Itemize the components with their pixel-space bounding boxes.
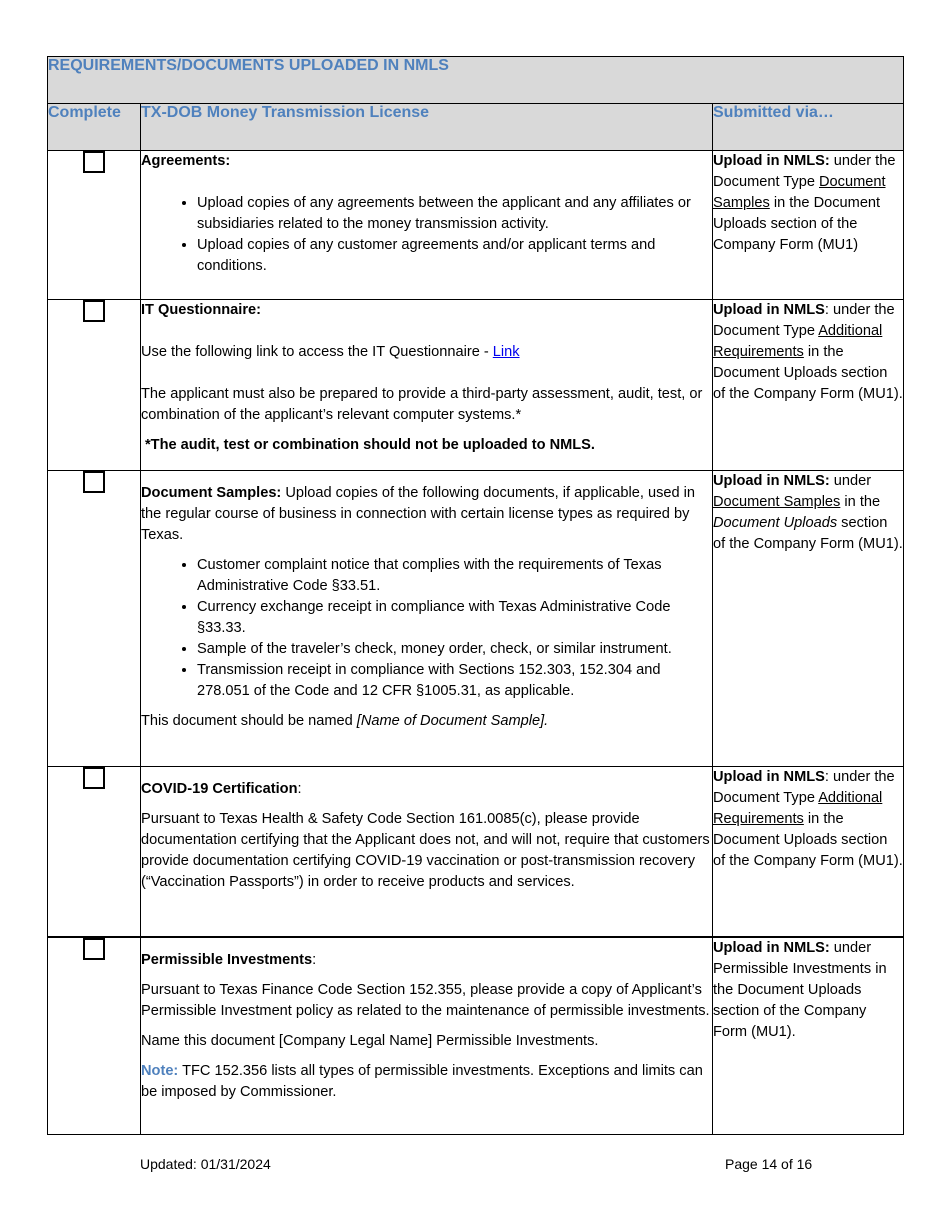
table-row-covid-certification [48, 767, 904, 937]
requirement-naming: Name this document [Company Legal Name] Permissible Investments. [141, 1032, 599, 1049]
requirement-heading: Permissible Investments: [141, 951, 317, 968]
header-row [48, 104, 904, 151]
requirement-list [141, 193, 712, 277]
table-row-permissible-investments [48, 937, 904, 1135]
requirement-title: Document Samples: [141, 485, 282, 501]
link-paragraph: Use the following link to access the IT Questionnaire - Link [141, 344, 520, 360]
table-row-agreements [48, 151, 904, 300]
requirements-table [47, 56, 904, 1135]
requirement-heading: COVID-19 Certification: [141, 781, 302, 797]
requirement-body: Pursuant to Texas Health & Safety Code Section 161.0085(c), please provide documentation certifying that the Applicant does not, and will not, require that customers provide documentation certifying COVID-19 vaccination or post-transmission recovery (“Vaccination Passports”) in order to receive products and services. [141, 811, 710, 890]
complete-cell [48, 471, 141, 767]
complete-checkbox[interactable] [83, 767, 105, 789]
document-type-name: Additional Requirements [713, 790, 883, 827]
note-label: Note: [141, 1062, 179, 1079]
header-license: TX-DOB Money Transmission License [141, 104, 713, 151]
requirement-title: Agreements: [141, 153, 231, 169]
banner-row [48, 57, 904, 104]
table-row-document-samples [48, 471, 904, 767]
requirement-note: *The audit, test or combination should not be uploaded to NMLS. [145, 437, 595, 453]
requirement-note: Note: TFC 152.356 lists all types of permissible investments. Exceptions and limits can be imposed by Commissioner. [141, 1062, 703, 1100]
requirement-intro: Document Samples: Upload copies of the following documents, if applicable, used in the regular course of business in connection with certain license types as required by Texas. [141, 485, 696, 543]
requirement-cell [141, 937, 713, 1135]
submitted-cell: Upload in NMLS: under Permissible Investments in the Document Uploads section of the Company Form (MU1). [713, 937, 904, 1135]
requirement-cell [141, 471, 713, 767]
complete-cell [48, 300, 141, 471]
requirement-cell [141, 300, 713, 471]
requirement-naming: This document should be named [Name of Document Sample]. [141, 713, 549, 729]
list-item: • Upload copies of any agreements between the applicant and any affiliates or subsidiaries related to the money transmission activity. [197, 193, 712, 235]
list-item: • Sample of the traveler’s check, money order, check, or similar instrument. [197, 639, 712, 660]
complete-checkbox[interactable] [83, 151, 105, 173]
requirement-list [141, 555, 712, 702]
requirement-body: Pursuant to Texas Finance Code Section 152.355, please provide a copy of Applicant’s Permissible Investment policy as related to the maintenance of permissible investments. [141, 981, 710, 1019]
submitted-cell: Upload in NMLS: under Document Samples in the Document Uploads section of the Company Form (MU1). [713, 471, 904, 767]
submitted-cell: Upload in NMLS: under the Document Type Additional Requirements in the Document Uploads section of the Company Form (MU1). [713, 767, 904, 937]
submitted-cell: Upload in NMLS: under the Document Type Document Samples in the Document Uploads section of the Company Form (MU1) [713, 151, 904, 300]
complete-checkbox[interactable] [83, 300, 105, 322]
it-questionnaire-link[interactable]: Link [492, 344, 520, 360]
list-item: • Upload copies of any customer agreements and/or applicant terms and conditions. [197, 235, 712, 277]
requirement-title: IT Questionnaire: [141, 302, 262, 318]
table-row-it-questionnaire [48, 300, 904, 471]
requirement-cell [141, 767, 713, 937]
footer-updated: Updated: 01/31/2024 [140, 1156, 271, 1172]
list-item: • Currency exchange receipt in compliance with Texas Administrative Code §33.33. [197, 597, 712, 639]
list-item: • Customer complaint notice that complies with the requirements of Texas Administrative Code §33.51. [197, 555, 712, 597]
submitted-cell: Upload in NMLS: under the Document Type Additional Requirements in the Document Uploads section of the Company Form (MU1). [713, 300, 904, 471]
document-type-name: Document Samples [713, 494, 841, 510]
requirement-title: Permissible Investments [141, 951, 313, 968]
requirement-title: COVID-19 Certification [141, 781, 298, 797]
footer-page-number: Page 14 of 16 [725, 1156, 813, 1172]
list-item: • Transmission receipt in compliance with Sections 152.303, 152.304 and 278.051 of the Code and 12 CFR §1005.31, as applicable. [197, 660, 712, 702]
requirement-body: The applicant must also be prepared to provide a third-party assessment, audit, test, or combination of the applicant’s relevant computer systems.* [141, 386, 703, 423]
header-complete: Complete [48, 104, 141, 151]
document-type-name: Document Samples [713, 174, 886, 211]
complete-cell [48, 937, 141, 1135]
header-submitted: Submitted via… [713, 104, 904, 151]
complete-cell [48, 767, 141, 937]
requirement-cell [141, 151, 713, 300]
complete-checkbox[interactable] [83, 938, 105, 960]
document-type-name: Additional Requirements [713, 323, 883, 360]
complete-cell [48, 151, 141, 300]
complete-checkbox[interactable] [83, 471, 105, 493]
banner-title: REQUIREMENTS/DOCUMENTS UPLOADED IN NMLS [48, 57, 904, 104]
